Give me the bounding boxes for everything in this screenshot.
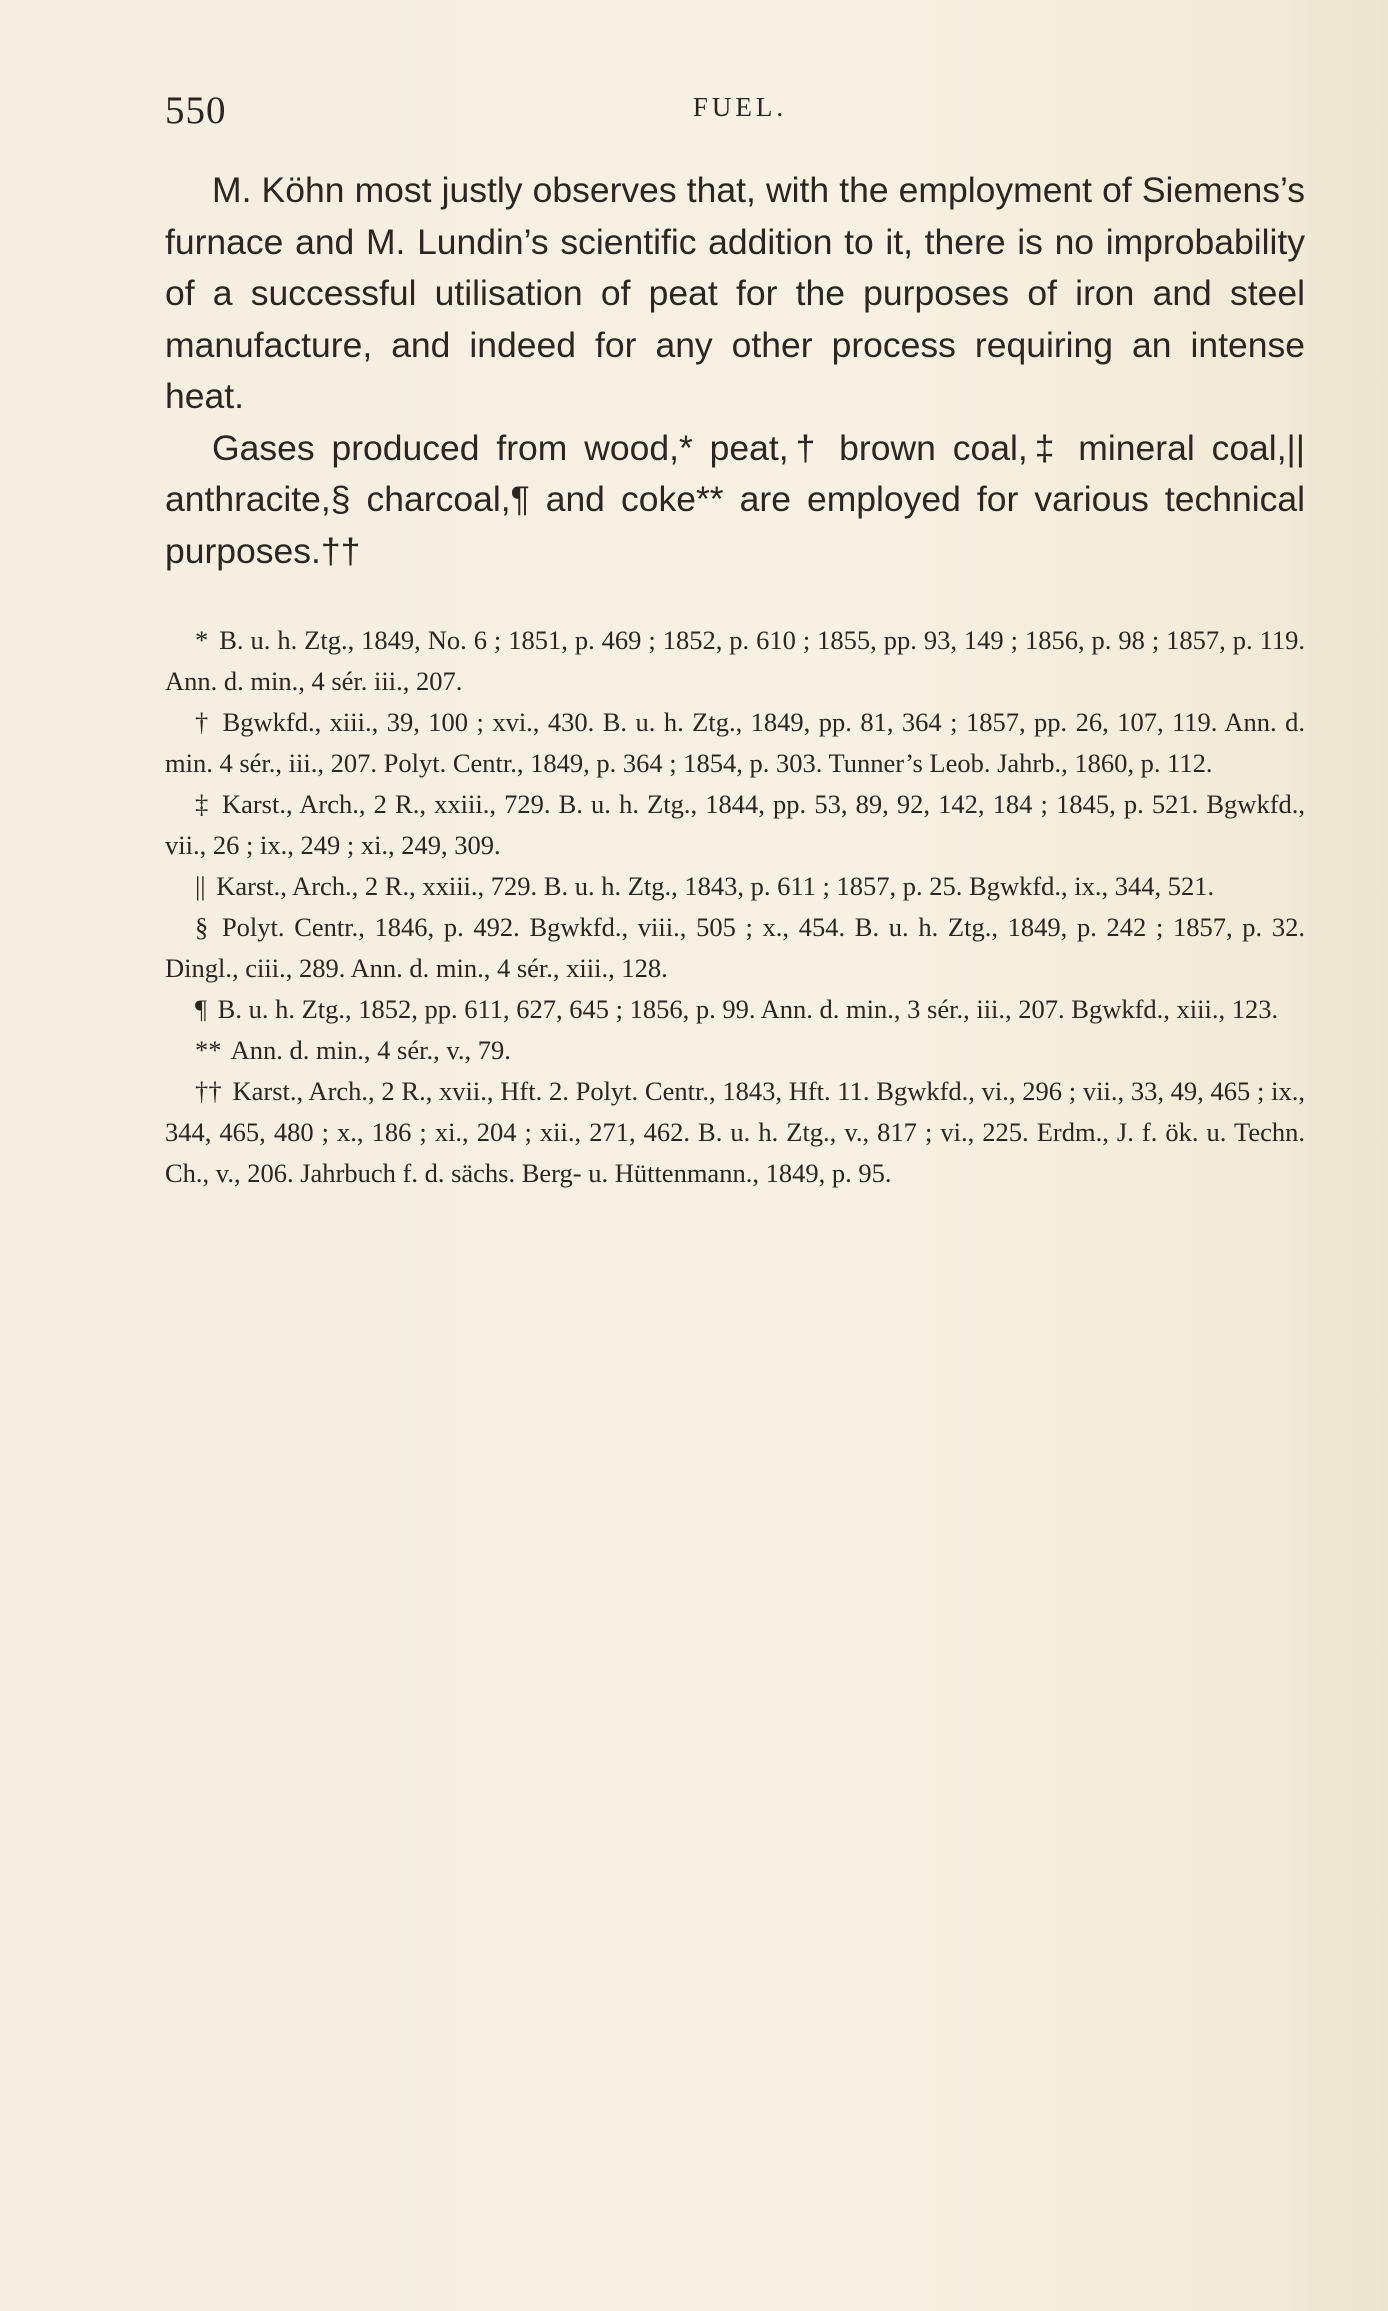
footnote — [165, 1030, 1305, 1071]
page-number: 550 — [165, 89, 227, 132]
footnote-text: Polyt. Centr., 1846, p. 492. Bgwkfd., viii., 505 ; x., 454. B. u. h. Ztg., 1849, p. 242 ; 1857, p. 32. Dingl., ciii., 289. Ann. d. min., 4 sér., xiii., 128. — [165, 912, 1305, 983]
footnote-text: Bgwkfd., xiii., 39, 100 ; xvi., 430. B. u. h. Ztg., 1849, pp. 81, 364 ; 1857, pp. 26, 107, 119. Ann. d. min. 4 sér., iii., 207. Polyt. Centr., 1849, p. 364 ; 1854, p. 303. Tunner’s Leob. Jahrb., 1860, p. 112. — [165, 707, 1306, 778]
footnote-text: B. u. h. Ztg., 1852, pp. 611, 627, 645 ; 1856, p. 99. Ann. d. min., 3 sér., iii., 207. Bgwkfd., xiii., 123. — [217, 994, 1279, 1024]
page-header — [165, 88, 1315, 138]
footnote — [165, 784, 1305, 866]
paragraph: M. Köhn most justly observes that, with the employment of Siemens’s furnace and M. Lundin’s scientific addition to it, there is no improbability of a successful utilisation of peat for the purposes of iron and steel manufacture, and indeed for any other process requiring an intense heat. — [165, 170, 1305, 416]
footnote — [165, 620, 1305, 702]
footnote — [165, 907, 1305, 989]
footnote — [165, 866, 1305, 907]
footnote-text: Karst., Arch., 2 R., xxiii., 729. B. u. h. Ztg., 1844, pp. 53, 89, 92, 142, 184 ; 1845, p. 521. Bgwkfd., vii., 26 ; ix., 249 ; xi., 249, 309. — [165, 789, 1306, 860]
footnote-mark: ** — [195, 1035, 222, 1065]
footnote-mark: ‡ — [195, 789, 210, 819]
footnote-mark: ¶ — [195, 994, 208, 1024]
paragraph: Gases produced from wood,* peat,† brown coal,‡ mineral coal,|| anthracite,§ charcoal,¶ and coke** are employed for various technical purposes.†† — [165, 427, 1305, 571]
footnote-mark: § — [195, 912, 209, 942]
footnote-mark: * — [195, 625, 209, 655]
footnote-text: B. u. h. Ztg., 1849, No. 6 ; 1851, p. 469 ; 1852, p. 610 ; 1855, pp. 93, 149 ; 1856, p. 98 ; 1857, p. 119. Ann. d. min., 4 sér. iii., 207. — [165, 625, 1305, 696]
footnote-mark: || — [195, 871, 206, 901]
footnote-mark: † — [195, 707, 211, 737]
footnotes — [165, 620, 1305, 1194]
footnote-mark: †† — [195, 1076, 222, 1106]
main-text — [165, 165, 1305, 577]
running-title: FUEL. — [692, 92, 788, 122]
footnote-text: Ann. d. min., 4 sér., v., 79. — [230, 1035, 511, 1065]
footnote — [165, 989, 1305, 1030]
footnote — [165, 702, 1305, 784]
footnote-text: Karst., Arch., 2 R., xxiii., 729. B. u. h. Ztg., 1843, p. 611 ; 1857, p. 25. Bgwkfd., ix., 344, 521. — [216, 871, 1215, 901]
footnote — [165, 1071, 1305, 1194]
footnote-text: Karst., Arch., 2 R., xvii., Hft. 2. Polyt. Centr., 1843, Hft. 11. Bgwkfd., vi., 296 ; vii., 33, 49, 465 ; ix., 344, 465, 480 ; x., 186 ; xi., 204 ; xii., 271, 462. B. u. h. Ztg., v., 817 ; vi., 225. Erdm., J. f. ök. u. Techn. Ch., v., 206. Jahrbuch f. d. sächs. Berg- u. Hüttenmann., 1849, p. 95. — [165, 1076, 1306, 1188]
